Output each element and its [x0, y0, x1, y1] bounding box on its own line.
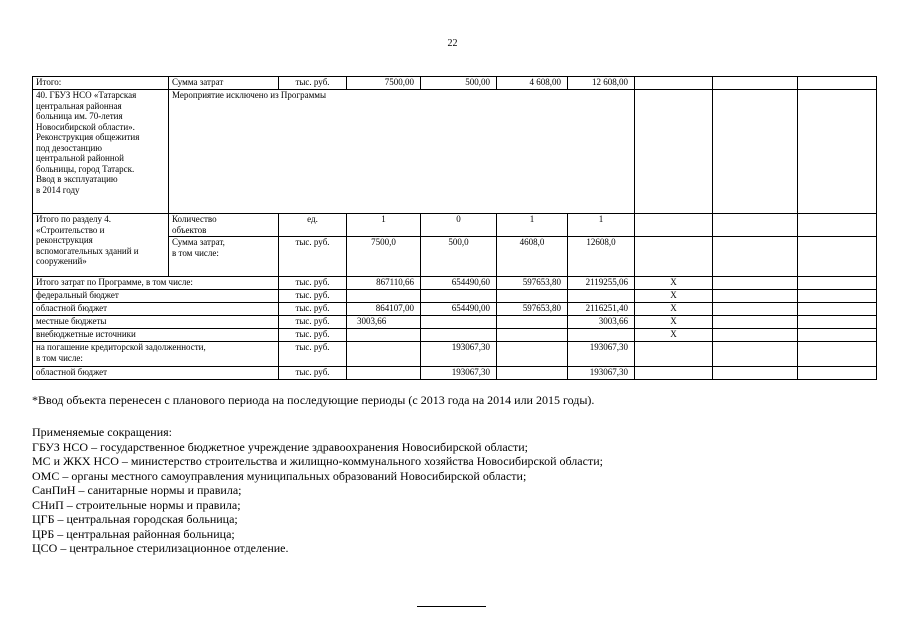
row-value-4: 193067,30 — [568, 342, 635, 367]
row-value-3: 597653,80 — [497, 303, 568, 316]
table-row-section4-count — [33, 214, 877, 237]
row-value-1: 3003,66 — [347, 316, 421, 329]
row-value-2: 654490,60 — [421, 277, 497, 290]
abbreviation-item: ГБУЗ НСО – государственное бюджетное учреждение здравоохранения Новосибирской области; — [32, 439, 529, 454]
row-label: на погашение кредиторской задолженности, в том числе: — [33, 342, 279, 367]
table-row-debt — [33, 342, 877, 367]
row-value-2 — [421, 316, 497, 329]
row-unit: тыс. руб. — [279, 290, 347, 303]
row-value-3 — [497, 290, 568, 303]
row-x-mark: Х — [635, 316, 713, 329]
row-value-3 — [497, 329, 568, 342]
count-value-2: 0 — [421, 214, 497, 237]
row-x-mark: Х — [635, 277, 713, 290]
row-x-mark: Х — [635, 303, 713, 316]
row-label: областной бюджет — [33, 303, 279, 316]
footer-divider — [417, 606, 486, 607]
table-row-item-40 — [33, 90, 877, 214]
abbreviation-item: СанПиН – санитарные нормы и правила; — [32, 483, 242, 497]
row-unit: тыс. руб. — [279, 316, 347, 329]
row-value-4: 193067,30 — [568, 367, 635, 380]
row-value-2: 654490,00 — [421, 303, 497, 316]
row-x-mark: Х — [635, 329, 713, 342]
item-40-note: Мероприятие исключено из Программы — [169, 90, 635, 214]
row-label: Итого затрат по Программе, в том числе: — [33, 277, 279, 290]
count-value-4: 1 — [568, 214, 635, 237]
count-value-3: 1 — [497, 214, 568, 237]
count-value-1: 1 — [347, 214, 421, 237]
row-label: областной бюджет — [33, 367, 279, 380]
sum-unit: тыс. руб. — [279, 237, 347, 277]
sum-value-1: 7500,0 — [347, 237, 421, 277]
row-label: местные бюджеты — [33, 316, 279, 329]
row-value-2: 193067,30 — [421, 367, 497, 380]
row-unit: тыс. руб. — [279, 303, 347, 316]
count-indicator: Количество объектов — [169, 214, 279, 237]
row-value-1: 867110,66 — [347, 277, 421, 290]
row-value-3: 597653,80 — [497, 277, 568, 290]
row-label: внебюджетные источники — [33, 329, 279, 342]
row-unit: тыс. руб. — [279, 277, 347, 290]
sum-value-2: 500,0 — [421, 237, 497, 277]
section4-label: Итого по разделу 4. «Строительство и реконструкция вспомогательных зданий и сооружений» — [33, 214, 169, 277]
abbreviation-item: ЦРБ – центральная районная больница; — [32, 526, 235, 541]
sum-indicator: Сумма затрат, в том числе: — [169, 237, 279, 277]
row-value-2: 193067,30 — [421, 342, 497, 367]
abbreviations-heading: Применяемые сокращения: — [32, 425, 173, 439]
row-value-4: 3003,66 — [568, 316, 635, 329]
sum-value-3: 4608,0 — [497, 237, 568, 277]
table-row-itogo — [33, 77, 877, 90]
abbreviations-list — [32, 425, 603, 556]
item-40-label: 40. ГБУЗ НСО «Татарская центральная районная больница им. 70-летия Новосибирской области». Реконструкция общежития под дезостанцию центральной районной больницы, город Татарск. Ввод в эксплуатацию в 2014 году — [33, 90, 169, 214]
row-x-mark: Х — [635, 290, 713, 303]
row-value-2: 500,00 — [421, 77, 497, 90]
row-value-1: 864107,00 — [347, 303, 421, 316]
table-row-local — [33, 316, 877, 329]
page-number: 22 — [447, 38, 458, 49]
row-value-4: 2119255,06 — [568, 277, 635, 290]
count-unit: ед. — [279, 214, 347, 237]
table-row-program-total — [33, 277, 877, 290]
row-value-4: 12 608,00 — [568, 77, 635, 90]
row-label: Итого: — [33, 77, 169, 90]
row-value-2 — [421, 329, 497, 342]
row-value-1 — [347, 290, 421, 303]
abbreviation-item: СНиП – строительные нормы и правила; — [32, 497, 241, 512]
row-value-4: 2116251,40 — [568, 303, 635, 316]
table-row-extrabudgetary — [33, 329, 877, 342]
row-value-4 — [568, 290, 635, 303]
row-value-1: 7500,00 — [347, 77, 421, 90]
row-unit: тыс. руб. — [279, 77, 347, 90]
row-value-1 — [347, 329, 421, 342]
footnote: *Ввод объекта перенесен с планового периода на последующие периоды (с 2013 года на 2014 или 2015 годы). — [32, 393, 595, 407]
abbreviation-item: МС и ЖКХ НСО – министерство строительства и жилищно-коммунального хозяйства Новосибирской области; — [32, 454, 603, 468]
table-row-federal — [33, 290, 877, 303]
row-unit: тыс. руб. — [279, 329, 347, 342]
row-unit: тыс. руб. — [279, 342, 347, 367]
row-unit: тыс. руб. — [279, 367, 347, 380]
abbreviation-item: ЦГБ – центральная городская больница; — [32, 512, 238, 526]
row-value-3: 4 608,00 — [497, 77, 568, 90]
budget-table — [32, 76, 877, 380]
abbreviation-item: ОМС – органы местного самоуправления муниципальных образований Новосибирской области; — [32, 468, 527, 483]
abbreviation-item: ЦСО – центральное стерилизационное отделение. — [32, 541, 289, 555]
sum-value-4: 12608,0 — [568, 237, 635, 277]
table-row-debt-regional — [33, 367, 877, 380]
table-row-regional — [33, 303, 877, 316]
row-label: федеральный бюджет — [33, 290, 279, 303]
row-indicator: Сумма затрат — [169, 77, 279, 90]
row-value-4 — [568, 329, 635, 342]
row-value-3 — [497, 316, 568, 329]
row-value-2 — [421, 290, 497, 303]
